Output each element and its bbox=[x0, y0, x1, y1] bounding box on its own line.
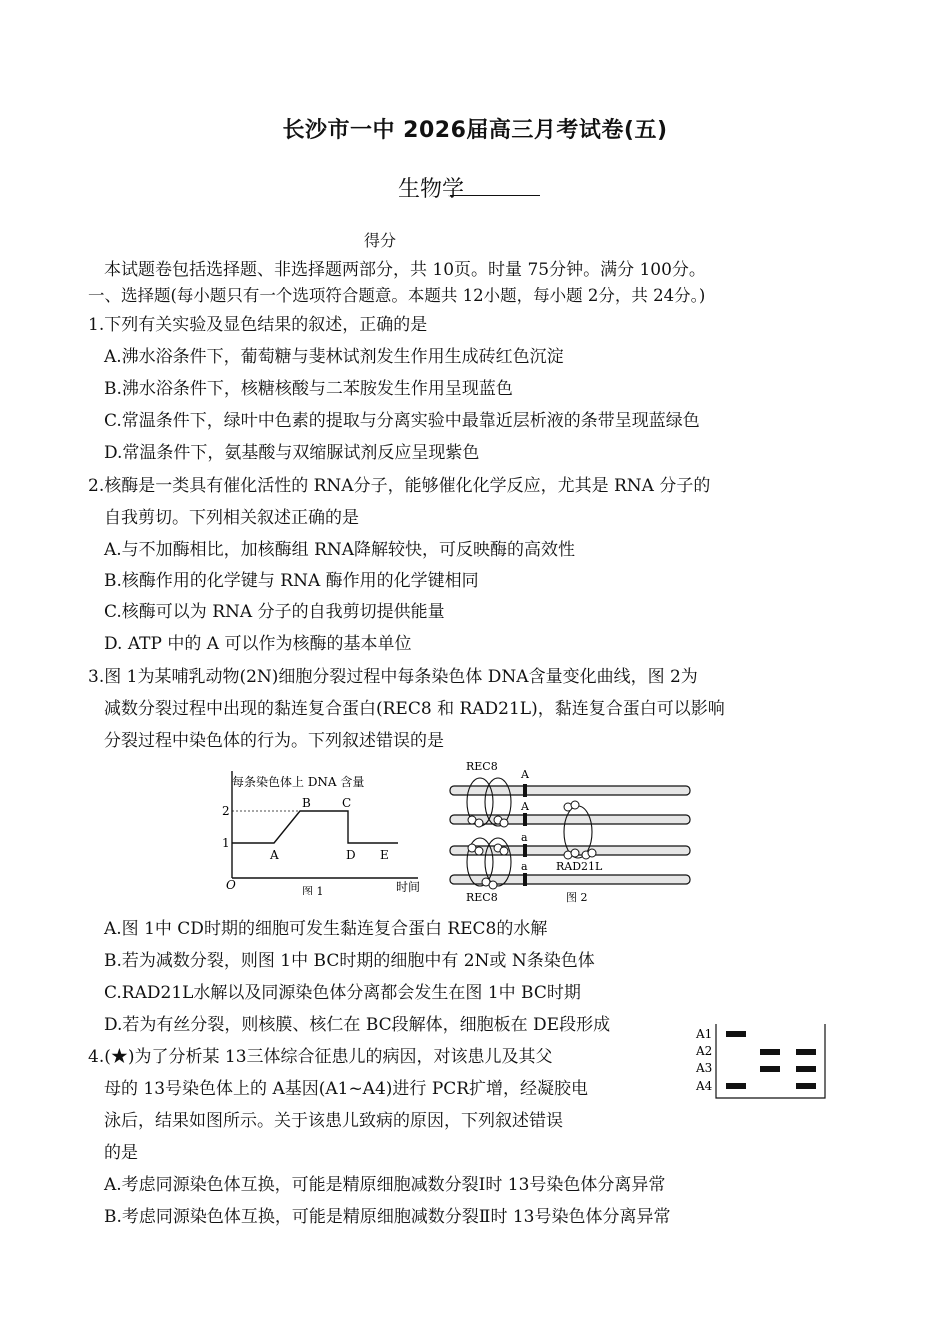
fig1-xlabel: 时间 bbox=[396, 880, 421, 894]
fig1-point-b: B bbox=[302, 796, 311, 810]
question-4-stem-line1: 4.(★)为了分析某 13三体综合征患儿的病因，对该患儿及其父 bbox=[88, 1047, 553, 1067]
gel-lane-a2: A2 bbox=[696, 1044, 713, 1058]
question-4-stem-line2: 母的 13号染色体上的 A基因(A1~A4)进行 PCR扩增，经凝胶电 bbox=[104, 1079, 589, 1099]
fig2-dot bbox=[475, 847, 483, 855]
fig1-point-c: C bbox=[342, 796, 352, 810]
subject-name: 生物学 bbox=[398, 177, 465, 202]
question-3-option-b: B.若为减数分裂，则图 1中 BC时期的细胞中有 2N或 N条染色体 bbox=[104, 951, 595, 971]
question-1-option-a: A.沸水浴条件下，葡萄糖与斐林试剂发生作用生成砖红色沉淀 bbox=[104, 347, 564, 367]
question-1-option-b: B.沸水浴条件下，核糖核酸与二苯胺发生作用呈现蓝色 bbox=[104, 379, 513, 399]
gel-band bbox=[796, 1083, 816, 1089]
gel-band bbox=[760, 1066, 780, 1072]
fig2-label-allele-a3: a bbox=[521, 831, 528, 844]
fig1-point-d: D bbox=[346, 848, 356, 862]
question-4-stem-line4: 的是 bbox=[104, 1143, 138, 1163]
question-3-stem-line2: 减数分裂过程中出现的黏连复合蛋白(REC8 和 RAD21L)，黏连复合蛋白可以影响 bbox=[104, 699, 725, 719]
gel-electrophoresis-figure bbox=[692, 1020, 832, 1102]
gel-lane-a1: A1 bbox=[696, 1027, 713, 1041]
gel-band bbox=[726, 1031, 746, 1037]
question-2-option-c: C.核酶可以为 RNA 分子的自我剪切提供能量 bbox=[104, 602, 445, 622]
fig2-dot bbox=[571, 801, 579, 809]
fig2-label-rad21l: RAD21L bbox=[556, 860, 603, 873]
fig2-label-rec8-top: REC8 bbox=[466, 760, 498, 773]
gel-lane-a3: A3 bbox=[696, 1061, 713, 1075]
question-3-option-c: C.RAD21L水解以及同源染色体分离都会发生在图 1中 BC时期 bbox=[104, 983, 581, 1003]
fig2-label-rec8-bottom: REC8 bbox=[466, 891, 498, 904]
gel-lane-a4: A4 bbox=[696, 1079, 713, 1093]
score-label: 得分 bbox=[363, 231, 396, 250]
question-3-stem-line3: 分裂过程中染色体的行为。下列叙述错误的是 bbox=[104, 731, 444, 751]
question-4-stem-line3: 泳后，结果如图所示。关于该患儿致病的原因，下列叙述错误 bbox=[104, 1111, 563, 1131]
fig2-dot bbox=[500, 847, 508, 855]
exam-title: 长沙市一中 2026届高三月考试卷(五) bbox=[282, 118, 668, 143]
fig1-point-a: A bbox=[270, 848, 279, 862]
fig2-dot bbox=[489, 881, 497, 889]
fig2-locus-2 bbox=[523, 813, 527, 826]
question-2-stem-line2: 自我剪切。下列相关叙述正确的是 bbox=[104, 508, 359, 528]
fig2-dot bbox=[571, 849, 579, 857]
question-1-stem: 1.下列有关实验及显色结果的叙述，正确的是 bbox=[88, 315, 428, 335]
question-1-option-c: C.常温条件下，绿叶中色素的提取与分离实验中最靠近层析液的条带呈现蓝绿色 bbox=[104, 411, 700, 431]
gel-band bbox=[760, 1049, 780, 1055]
question-2-option-a: A.与不加酶相比，加核酶组 RNA降解较快，可反映酶的高效性 bbox=[104, 540, 576, 560]
fig2-locus-4 bbox=[523, 873, 527, 886]
fig1-curve bbox=[232, 811, 398, 843]
gel-band bbox=[796, 1049, 816, 1055]
fig1-origin: O bbox=[226, 878, 236, 892]
question-4-option-b: B.考虑同源染色体互换，可能是精原细胞减数分裂Ⅱ时 13号染色体分离异常 bbox=[104, 1207, 671, 1227]
fig2-label-allele-a2: A bbox=[521, 800, 529, 813]
fig1-ytick-1: 1 bbox=[222, 836, 230, 850]
question-1-option-d: D.常温条件下，氨基酸与双缩脲试剂反应呈现紫色 bbox=[104, 443, 480, 463]
fig1-ytick-2: 2 bbox=[222, 804, 230, 818]
gel-band bbox=[726, 1083, 746, 1089]
fig2-dot bbox=[475, 819, 483, 827]
fig2-dot bbox=[588, 849, 596, 857]
subject-underline bbox=[450, 195, 540, 196]
question-2-option-b: B.核酶作用的化学键与 RNA 酶作用的化学键相同 bbox=[104, 571, 479, 591]
fig2-locus-3 bbox=[523, 844, 527, 857]
section-title: 一、选择题(每小题只有一个选项符合题意。本题共 12小题，每小题 2分，共 24分。) bbox=[88, 286, 706, 305]
figure-2-cohesin-diagram bbox=[446, 758, 696, 906]
fig2-label-allele-a1: A bbox=[521, 768, 529, 781]
exam-intro: 本试题卷包括选择题、非选择题两部分，共 10页。时量 75分钟。满分 100分。 bbox=[104, 260, 706, 280]
question-2-stem-line1: 2.核酶是一类具有催化活性的 RNA分子，能够催化化学反应，尤其是 RNA 分子的 bbox=[88, 476, 711, 496]
question-4-option-a: A.考虑同源染色体互换，可能是精原细胞减数分裂Ⅰ时 13号染色体分离异常 bbox=[104, 1175, 666, 1195]
question-3-option-d: D.若为有丝分裂，则核膜、核仁在 BC段解体，细胞板在 DE段形成 bbox=[104, 1015, 611, 1035]
question-3-option-a: A.图 1中 CD时期的细胞可发生黏连复合蛋白 REC8的水解 bbox=[104, 919, 548, 939]
question-2-option-d: D. ATP 中的 A 可以作为核酶的基本单位 bbox=[104, 634, 412, 654]
fig1-point-e: E bbox=[380, 848, 389, 862]
fig1-ylabel: 每条染色体上 DNA 含量 bbox=[232, 775, 365, 789]
figure-1-dna-curve bbox=[218, 765, 438, 895]
fig2-label-allele-a4: a bbox=[521, 860, 528, 873]
gel-band bbox=[796, 1066, 816, 1072]
fig1-caption: 图 1 bbox=[302, 885, 324, 895]
question-3-stem-line1: 3.图 1为某哺乳动物(2N)细胞分裂过程中每条染色体 DNA含量变化曲线，图 2为 bbox=[88, 667, 698, 687]
fig2-dot bbox=[500, 819, 508, 827]
fig2-locus-1 bbox=[523, 784, 527, 797]
gel-bands bbox=[726, 1031, 816, 1089]
fig2-caption: 图 2 bbox=[566, 891, 588, 904]
